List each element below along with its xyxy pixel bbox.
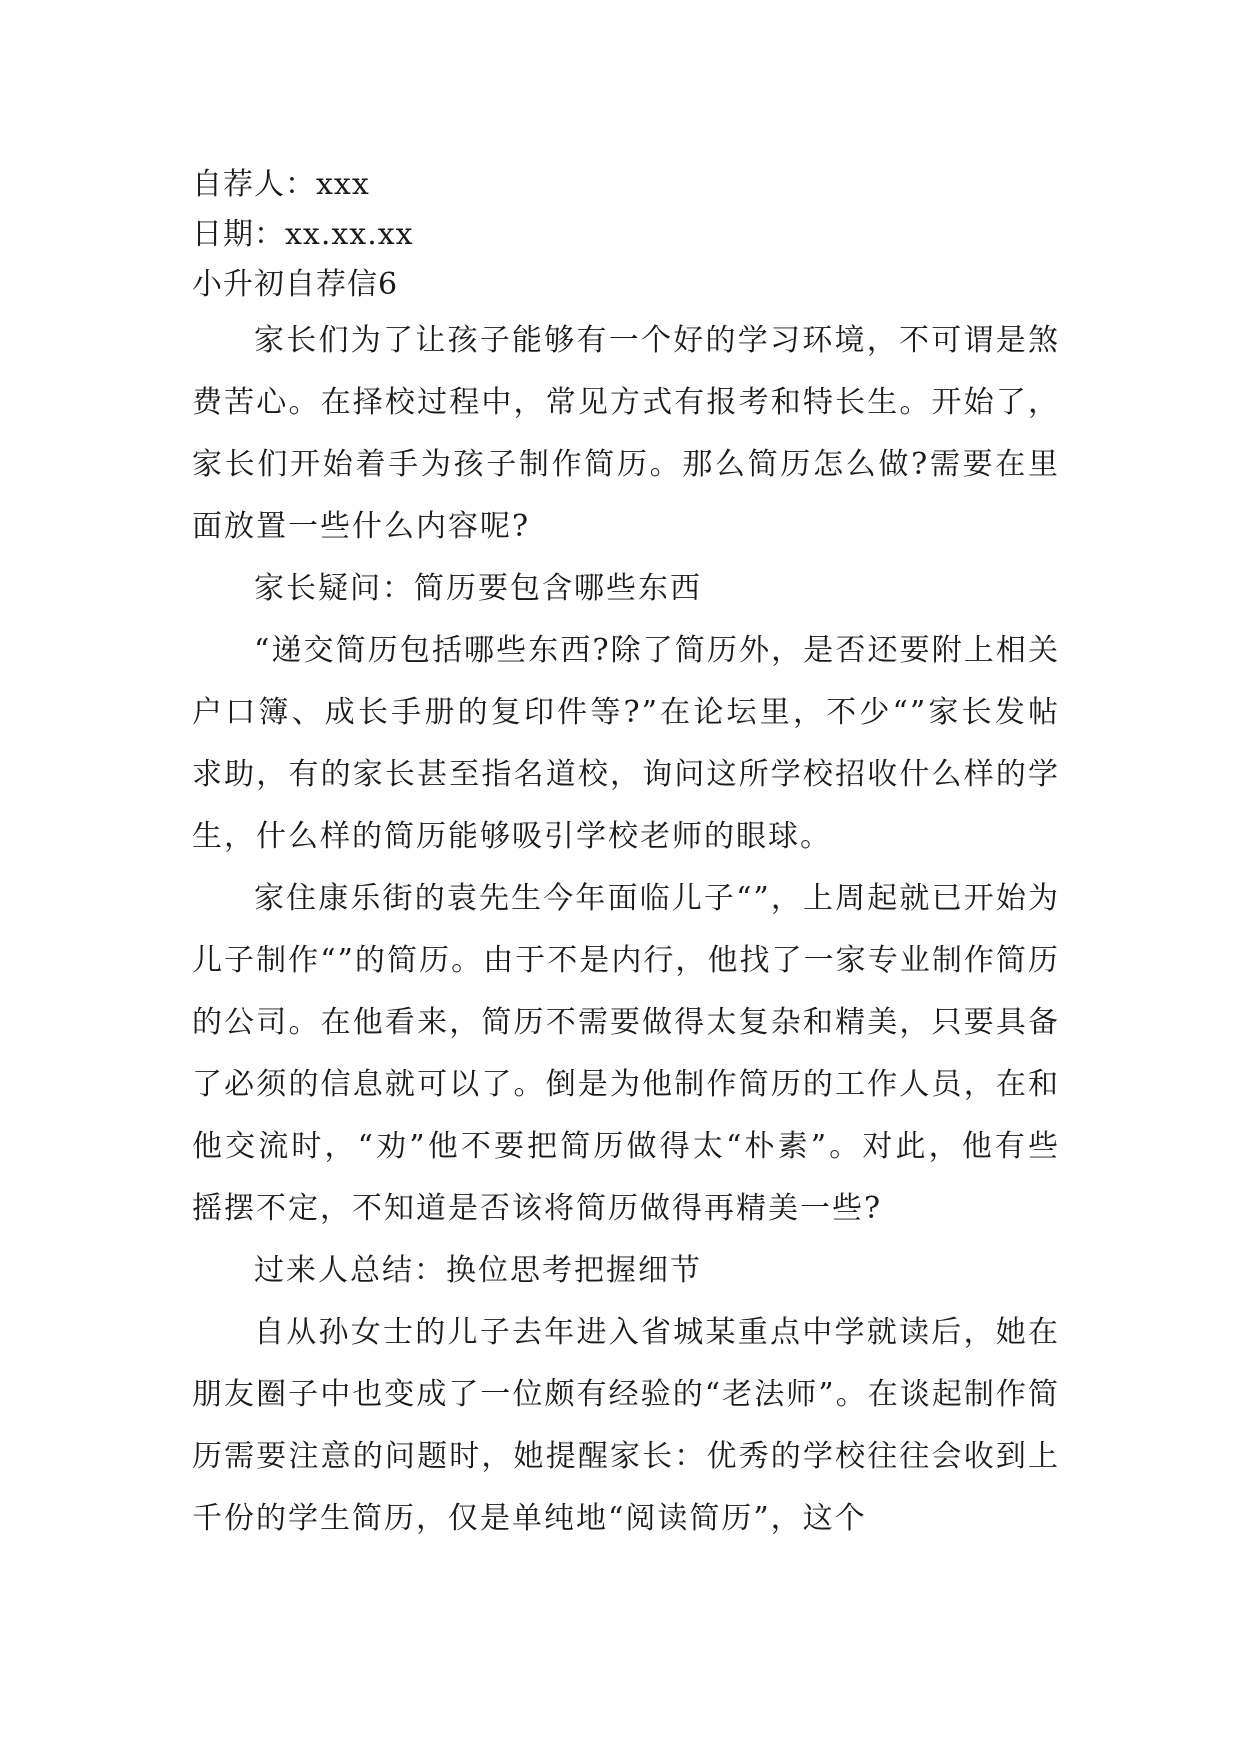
section-heading-summary: 过来人总结：换位思考把握细节: [254, 1253, 702, 1288]
recommender-line: 自荐人：xxx: [192, 167, 370, 202]
section-heading-parent-question: 家长疑问：简历要包含哪些东西: [254, 571, 702, 606]
mr-yuan-paragraph: 家住康乐街的袁先生今年面临儿子“”，上周起就已开始为儿子制作“”的简历。由于不是内行，他找了一家专业制作简历的公司。在他看来，简历不需要做得太复杂和精美，只要具备了必须的信息就可以了。倒是为他制作简历的工作人员，在和他交流时，“劝”他不要把简历做得太“朴素”。对此，他有些摇摆不定，不知道是否该将简历做得再精美一些?: [192, 881, 1060, 1226]
intro-paragraph: 家长们为了让孩子能够有一个好的学习环境，不可谓是煞费苦心。在择校过程中，常见方式有报考和特长生。开始了，家长们开始着手为孩子制作简历。那么简历怎么做?需要在里面放置一些什么内容呢?: [192, 323, 1060, 544]
document-body: [192, 160, 1060, 1550]
forum-paragraph: “递交简历包括哪些东西?除了简历外，是否还要附上相关户口簿、成长手册的复印件等?”在论坛里，不少“”家长发帖求助，有的家长甚至指名道校，询问这所学校招收什么样的学生，什么样的简历能够吸引学校老师的眼球。: [192, 633, 1060, 854]
letter-title: 小升初自荐信6: [192, 267, 399, 302]
ms-sun-paragraph: 自从孙女士的儿子去年进入省城某重点中学就读后，她在朋友圈子中也变成了一位颇有经验的“老法师”。在谈起制作简历需要注意的问题时，她提醒家长：优秀的学校往往会收到上千份的学生简历，仅是单纯地“阅读简历”，这个: [192, 1315, 1060, 1536]
date-line: 日期：xx.xx.xx: [192, 217, 414, 252]
